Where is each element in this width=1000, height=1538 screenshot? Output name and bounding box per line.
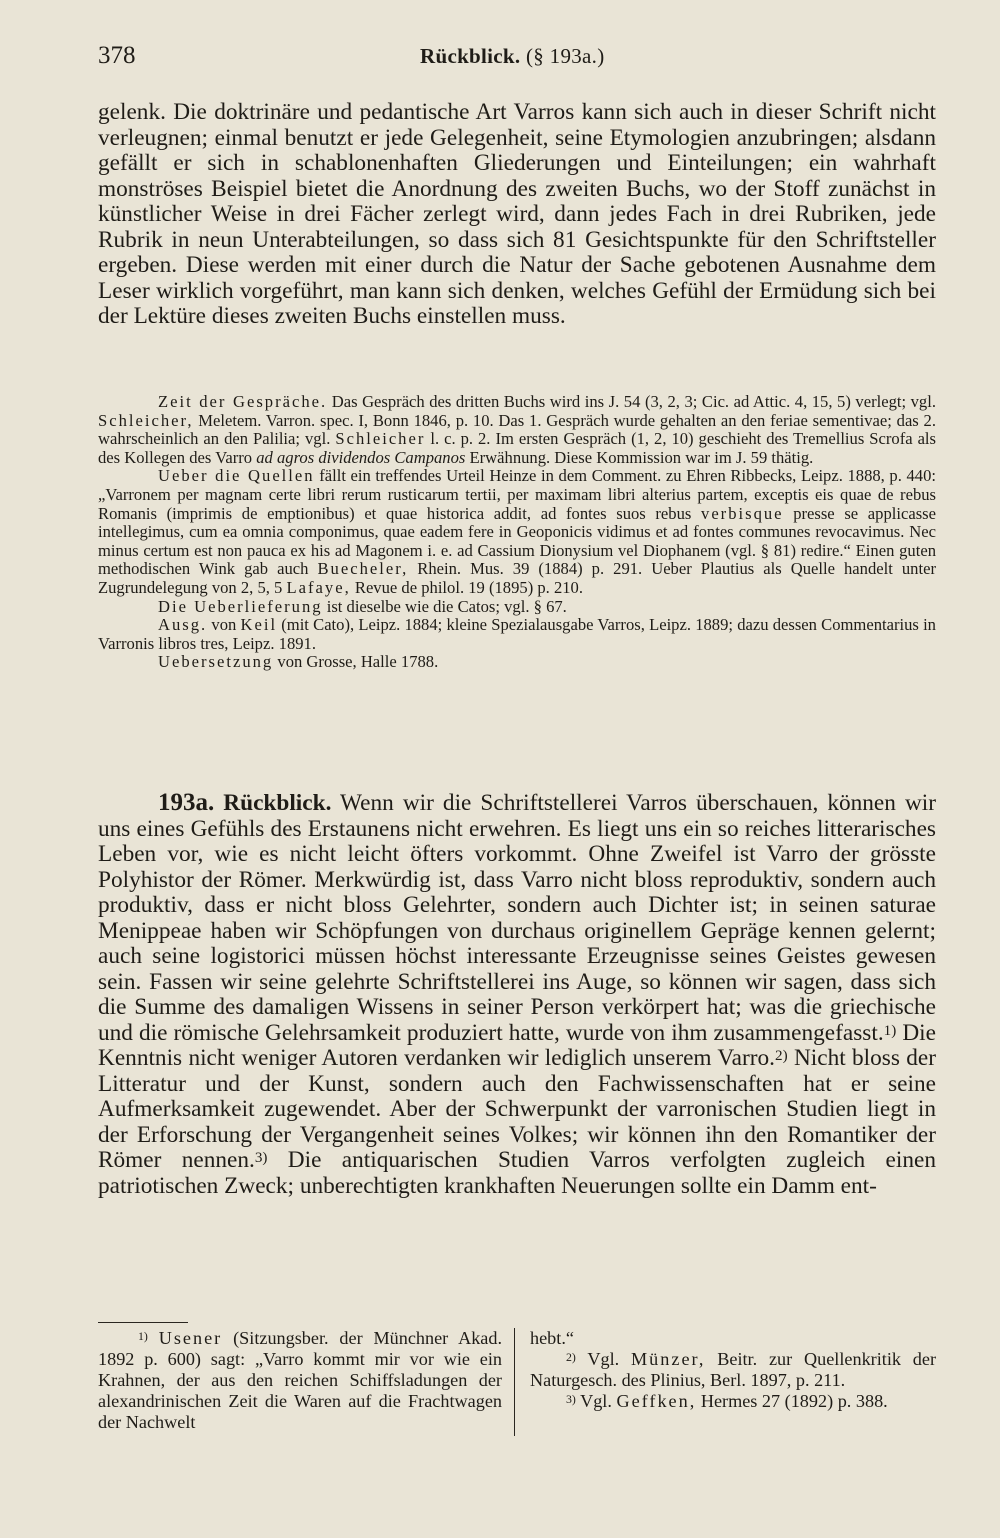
footnote-ref[interactable]: 3) [254,1150,268,1166]
note-ueberlieferung [98,598,936,617]
footnote-1-continuation: hebt.“ [530,1328,574,1348]
note-zeit-text: Erwähnung. Diese Kommission war im J. 59 thätig. [469,447,814,467]
page-header [98,42,936,82]
footnote-column-right [530,1328,936,1412]
author-name: Keil [240,615,278,635]
footnote-marker: 2) [566,1350,576,1364]
footnote-marker: 1) [138,1329,148,1343]
footnote-3 [530,1391,936,1412]
note-ausgaben-text: von [211,615,237,635]
note-uebersetzung-label: Uebersetzung [158,652,274,672]
page-number: 378 [98,42,136,69]
note-ausgaben-label: Ausg. [158,615,208,635]
running-head-section: (§ 193a.) [526,44,605,68]
footnote-rule [98,1322,188,1323]
author-name: Schleicher [335,429,426,449]
footnote-text: (Sitzungsber. der Münchner Akad. 1892 p. 600) sagt: „Varro kommt mir vor wie ein Krahnen, der aus den reichen Schiffsladungen der alexandrinischen Zeit die Waren auf die Frachtwagen der Nachwelt [98,1328,503,1432]
section-title: Rückblick. [223,790,332,816]
section-text: Nicht bloss der Litteratur und der Kunst, sondern auch den Fachwissenschaften hat er seine Aufmerksamkeit zugewendet. Aber der Schwerpunkt der varronischen Studien liegt in der Erforschung der Vergangenheit seines Volkes; wir können ihn den Romantiker der Römer nennen. [98,1045,936,1173]
note-quellen [98,467,936,597]
latin-phrase: ad agros dividendos Campanos [256,447,466,467]
footnote-ref[interactable]: 2) [775,1048,788,1064]
section-text: Die antiquarischen Studien Varros verfolgten zugleich einen patriotischen Zweck; unberechtigten krankhaften Neuerungen sollte ein Damm ent- [98,1147,936,1199]
note-quellen-text: Rhein. Mus. 39 (1884) p. 291. Ueber Plautius als Quelle handelt unter Zugrundelegung von 2, 5, 5 [98,559,936,597]
note-ausgaben [98,616,936,653]
footnote-text: Vgl. [587,1349,620,1369]
note-quellen-text: Revue de philol. 19 (1895) p. 210. [354,577,584,597]
note-uebersetzung-text: von Grosse, Halle 1788. [277,652,439,672]
note-quellen-label: Ueber die Quellen [158,466,315,486]
section-text: Die Kenntnis nicht weniger Autoren verdanken wir lediglich unserem Varro. [98,1019,936,1071]
section-193a [98,790,936,1199]
author-name: Geffken, [616,1391,697,1411]
author-name: Schleicher, [98,410,194,430]
section-text: Wenn wir die Schriftstellerei Varros überschauen, können wir uns eines Gefühls des Erstaunens nicht erwehren. Es liegt uns ein so reiches litterarisches Leben vor, wie es nicht leicht öfters vorkommt. Ohne Zweifel ist Varro der grösste Polyhistor der Römer. Merkwürdig ist, dass Varro nicht bloss reproduktiv, sondern auch produktiv, dass er nicht bloss Gelehrter, sondern auch Dichter ist; in seinen saturae Menippeae haben wir Schöpfungen von durchaus originellem Gepräge kennen gelernt; auch seine logistorici müssen höchst interessante Erzeugnisse seines Geistes gewesen sein. Fassen wir seine gelehrte Schriftstellerei ins Auge, so können wir sagen, dass sich die Summe des damaligen Wissens in seiner Person verkörpert hat; was die griechische und die römische Gelehrsamkeit produziert hatte, wurde von ihm zusammengefasst. [98,790,936,1046]
main-paragraph-text: gelenk. Die doktrinäre und pedantische Art Varros kann sich auch in dieser Schrift nicht verleugnen; einmal benutzt er jede Gelegenheit, seine Etymologien anzubringen; alsdann gefällt er sich in schablonenhaften Gliederungen und Einteilungen; ein wahrhaft monströses Beispiel bietet die Anordnung des zweiten Buchs, wo der Stoff zunächst in künstlicher Weise in drei Fächer zerlegt wird, dann jedes Fach in drei Rubriken, jede Rubrik in neun Unterabteilungen, so dass sich 81 Gesichtspunkte für den Schriftsteller ergeben. Diese werden mit einer durch die Natur der Sache gebotenen Ausnahme dem Leser wirklich vorgeführt, man kann sich denken, welches Gefühl der Ermüdung sich bei der Lektüre dieses zweiten Buchs einstellen muss. [98,99,936,329]
notes-block [98,393,936,672]
note-ueberlieferung-label: Die Ueberlieferung [158,596,323,616]
running-head-title: Rückblick. [420,44,521,68]
note-zeit-text: l. c. p. 2. Im ersten Gespräch (1, 2, 10) geschieht des Tremellius Scrofa als des Kollegen des Varro [98,429,936,467]
note-zeit-label: Zeit der Gespräche. [158,392,328,411]
note-quellen-text: presse se applicasse intellegimus, cum ea omnia componimus, quae eadem fere in Geoponicis vidimus et ad fontes communes revocavimus. Nec minus certum est non pauca ex his ad Magonem i. e. ad Cassium Dionysium vel Diophanem (vgl. § 81) redire.“ Einen guten methodischen Wink gab auch [98,503,936,579]
author-name: Buecheler, [317,559,409,579]
footnote-text: Beitr. zur Quellenkritik der Naturgesch. des Plinius, Berl. 1897, p. 211. [530,1349,937,1390]
note-zeit-text: Das Gespräch des dritten Buchs wird ins J. 54 (3, 2, 3; Cic. ad Attic. 4, 15, 5) verlegt; vgl. [331,392,936,411]
footnote-1 [98,1328,502,1433]
author-name: Lafaye, [286,577,351,597]
footnote-column-left [98,1328,502,1433]
footnote-text: Hermes 27 (1892) p. 388. [700,1391,888,1411]
note-quellen-text: fällt ein treffendes Urteil Heinze in dem Comment. zu Ehren Ribbecks, Leipz. 1888, p. 440: „Varronem per magnam certe libri rerum rusticarum tertii, per maximam libri alterius partem, exceptis eis quae de rebus Romanis (imprimis de emptionibus) et quae historica addit, ad fontes suos rebus [98,466,936,523]
author-name: Münzer, [631,1349,706,1369]
note-ueberlieferung-text: ist dieselbe wie die Catos; vgl. § 67. [326,596,567,616]
footnote-text: Vgl. [580,1391,612,1411]
footnote-marker: 3) [566,1392,576,1406]
section-paragraph [98,790,936,1199]
note-ausgaben-text: (mit Cato), Leipz. 1884; kleine Spezialausgabe Varros, Leipz. 1889; dazu dessen Commentarius in Varronis libros tres, Leipz. 1891. [98,615,936,653]
author-name: Usener [158,1328,223,1348]
footnote-ref[interactable]: 1) [883,1022,897,1039]
footnote-column-divider [514,1328,515,1436]
note-uebersetzung [98,653,936,672]
note-zeit [98,393,936,467]
running-head [420,44,605,69]
note-zeit-text: Meletem. Varron. spec. I, Bonn 1846, p. 10. Das 1. Gespräch wurde gehalten an den feriae sementivae; das 2. wahrscheinlich an den Palilia; vgl. [98,410,936,449]
footnotes [98,1322,936,1442]
footnote-2 [530,1349,936,1391]
section-number: 193a. [158,789,215,816]
main-paragraph [98,100,936,330]
emphasis-word: verbisque [701,503,784,523]
